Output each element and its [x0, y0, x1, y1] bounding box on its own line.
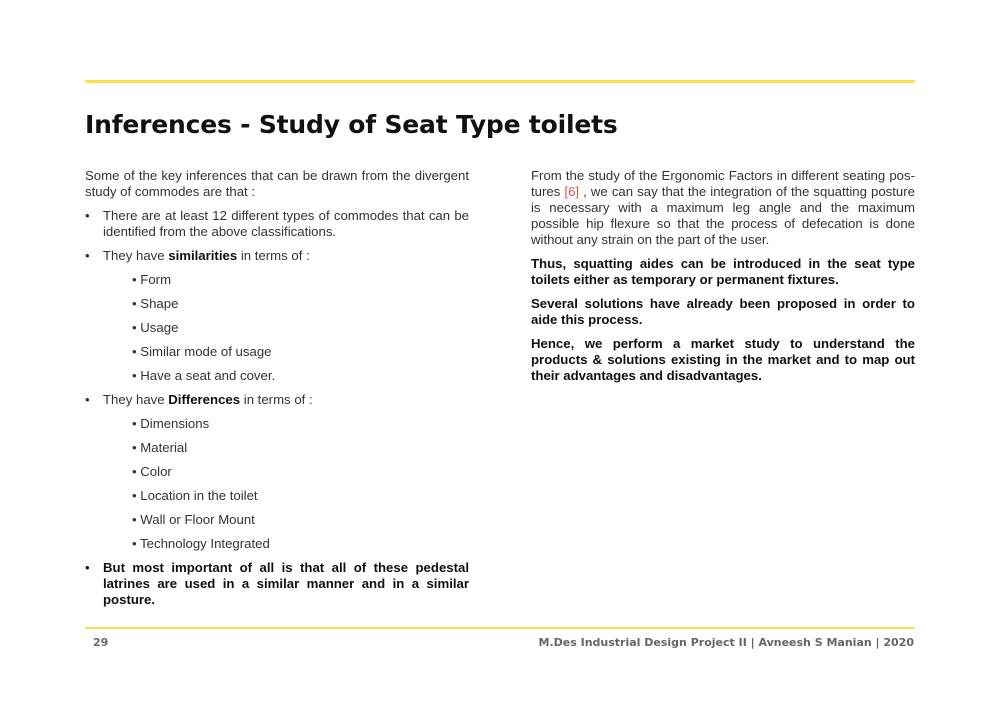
- bullet-prefix: They have: [103, 392, 169, 407]
- sub-item-similarity: • Shape: [132, 296, 179, 311]
- left-column: [85, 168, 469, 616]
- market-study-paragraph: Hence, we perform a market study to understand the products & solutions existing in the market and to map out their advantages and disadvantages.: [531, 336, 915, 383]
- paragraph-text: From the study of the Ergonomic Factors in different seating pos-tures: [531, 168, 915, 199]
- sub-item-difference: • Wall or Floor Mount: [132, 512, 255, 527]
- bullet-prefix: They have: [103, 248, 169, 263]
- paragraph-text: , we can say that the integration of the squatting posture is necessary with a maximum leg angle and the maximum possible hip flexure so that the process of defecation is done without any strain on the part of the user.: [531, 184, 915, 247]
- bullet-key-inference: [85, 560, 469, 608]
- sub-item-text: Similar mode of usage: [140, 344, 272, 359]
- squatting-aides-paragraph: Thus, squatting aides can be introduced in the seat type toilets either as temporary or permanent fixtures.: [531, 256, 915, 287]
- sub-item-difference: • Color: [132, 464, 172, 479]
- sub-item-similarity: • Have a seat and cover.: [132, 368, 276, 383]
- sub-item-difference: • Location in the toilet: [132, 488, 258, 503]
- sub-item-similarity: • Form: [132, 272, 172, 287]
- bullet-commode-types: [85, 208, 469, 240]
- bullet-dot: •: [85, 248, 90, 263]
- footer-credit: M.Des Industrial Design Project II | Avneesh S Manian | 2020: [538, 636, 914, 649]
- sub-item-difference: • Dimensions: [132, 416, 210, 431]
- top-divider: [85, 80, 915, 83]
- solutions-paragraph: Several solutions have already been proposed in order to aide this process.: [531, 296, 915, 327]
- bullet-dot: •: [85, 392, 90, 407]
- page-number: 29: [93, 636, 109, 649]
- citation-reference: [6]: [564, 184, 580, 199]
- bullet-bold: Differences: [168, 392, 241, 407]
- sub-item-text: Usage: [140, 320, 179, 335]
- bullet-suffix: in terms of :: [240, 392, 313, 407]
- sub-item-text: Shape: [140, 296, 179, 311]
- sub-item-text: Wall or Floor Mount: [140, 512, 255, 527]
- page-title: Inferences - Study of Seat Type toilets: [85, 110, 618, 139]
- sub-item-difference: • Technology Integrated: [132, 536, 270, 551]
- sub-item-similarity: • Usage: [132, 320, 179, 335]
- sub-item-text: Location in the toilet: [140, 488, 258, 503]
- sub-item-text: Have a seat and cover.: [140, 368, 276, 383]
- bullet-text: But most important of all is that all of these pedestal latrines are used in a similar manner and in a similar posture.: [103, 560, 469, 607]
- sub-item-text: Technology Integrated: [140, 536, 270, 551]
- bottom-divider: [85, 627, 915, 629]
- sub-item-text: Dimensions: [140, 416, 210, 431]
- intro-paragraph: Some of the key inferences that can be drawn from the divergent study of commodes are that :: [85, 168, 469, 199]
- bullet-dot: •: [85, 208, 90, 223]
- bullet-dot: •: [85, 560, 90, 575]
- bullet-bold: similarities: [168, 248, 238, 263]
- sub-item-similarity: • Similar mode of usage: [132, 344, 272, 359]
- ergonomics-paragraph: [531, 168, 915, 248]
- sub-item-difference: • Material: [132, 440, 188, 455]
- bullet-differences: [85, 392, 469, 408]
- right-column: [531, 168, 915, 392]
- sub-item-text: Form: [140, 272, 172, 287]
- bullet-suffix: in terms of :: [237, 248, 310, 263]
- sub-item-text: Color: [140, 464, 172, 479]
- bullet-text: There are at least 12 different types of commodes that can be identified from the above classifications.: [103, 208, 469, 239]
- sub-item-text: Material: [140, 440, 188, 455]
- bullet-similarities: [85, 248, 469, 264]
